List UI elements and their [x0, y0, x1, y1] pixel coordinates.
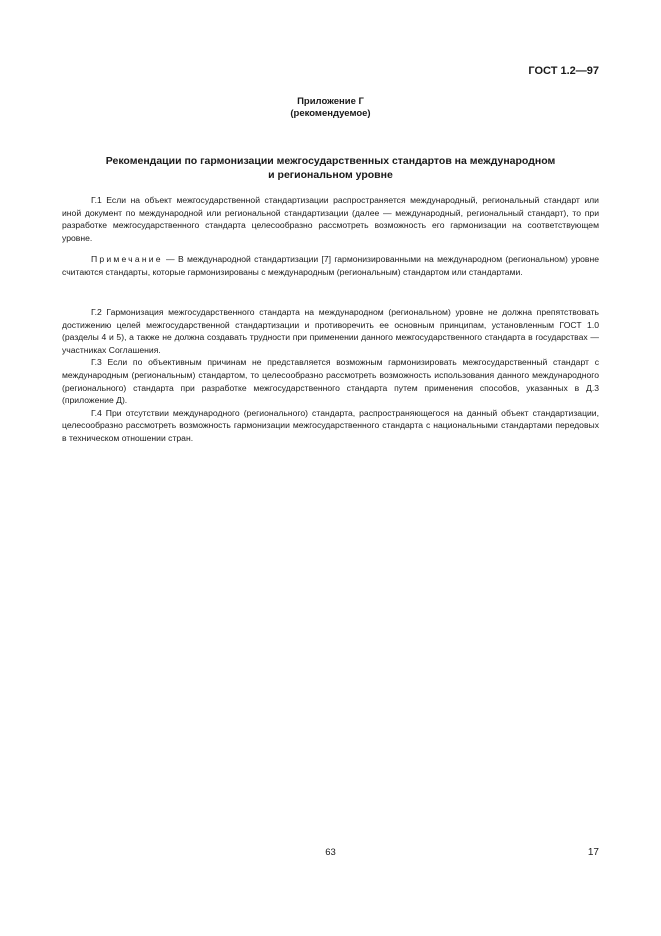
section-title-line2: и региональном уровне	[268, 168, 393, 181]
section-title-line1: Рекомендации по гармонизации межгосударственных стандартов на международном	[105, 155, 556, 167]
paragraph-g4: Г.4 При отсутствии международного (регионального) стандарта, распространяющегося на данный объект стандартизации, целесообразно рассмотреть возможность гармонизации межгосударственного стандарта с национальными стандартами передовых в техническом отношении стран.	[62, 407, 599, 443]
appendix-title: Приложение Г	[297, 96, 364, 107]
paragraph-block-1	[62, 194, 599, 244]
note-block	[62, 253, 599, 278]
page-number-right: 17	[587, 847, 599, 858]
paragraph-block-2	[62, 306, 599, 445]
paragraph-g3: Г.3 Если по объективным причинам не представляется возможным гармонизировать межгосударственный стандарт с международным (региональным) стандартом, то целесообразно рассмотреть возможность использования данного международного (регионального) стандарта при разработке межгосударственного стандарта путем применения способов, указанных в Д.3 (приложение Д).	[62, 357, 599, 406]
note-paragraph	[62, 253, 599, 278]
note-label: Примечание	[91, 254, 163, 264]
section-title	[60, 155, 601, 182]
appendix-heading	[0, 96, 661, 120]
paragraph-g1: Г.1 Если на объект межгосударственной стандартизации распространяется международный, региональный стандарт или иной документ по международной или региональной стандартизации (далее — международный, региональный стандарт), то при разработке межгосударственного стандарта целесообразно рассмотреть возможность его гармонизации на соответствующем уровне.	[62, 195, 599, 243]
appendix-status: (рекомендуемое)	[290, 108, 371, 119]
page-number-center: 63	[325, 847, 336, 858]
standard-code: ГОСТ 1.2—97	[528, 65, 599, 77]
note-text: — В международной стандартизации [7] гармонизированными на международном (региональном) уровне считаются стандарты, которые гармонизированы с международным (региональным) стандартом или стандартами.	[62, 254, 599, 277]
paragraph-g2: Г.2 Гармонизация межгосударственного стандарта на международном (региональном) уровне не должна препятствовать достижению целей межгосударственной стандартизации и противоречить ее основным принципам, установленным ГОСТ 1.0 (разделы 4 и 5), а также не должна создавать трудности при применении данного межгосударственного стандарта в государствах — участниках Соглашения.	[62, 307, 599, 355]
